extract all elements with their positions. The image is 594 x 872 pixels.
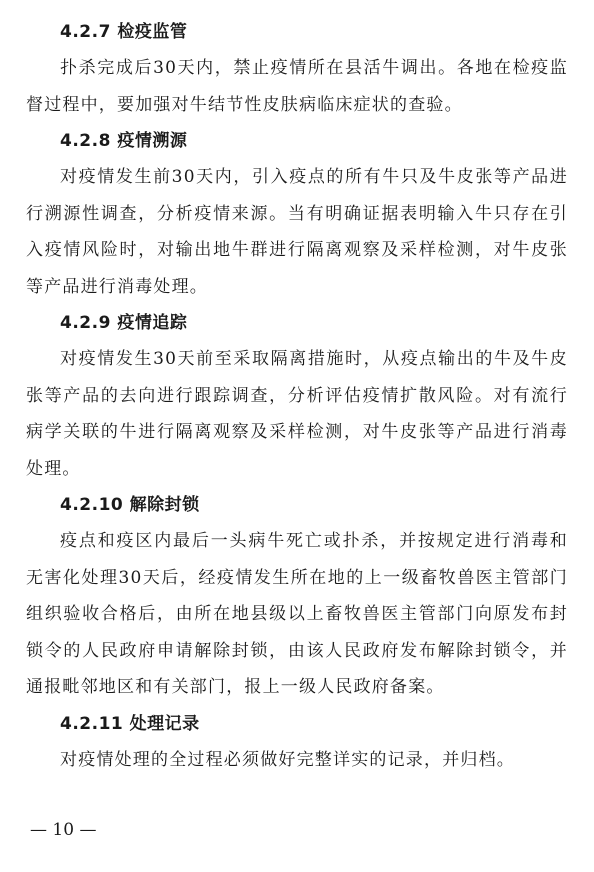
page-number: — 10 — (30, 820, 97, 840)
section-paragraph: 疫点和疫区内最后一头病牛死亡或扑杀，并按规定进行消毒和无害化处理30天后，经疫情发生所在地的上一级畜牧兽医主管部门组织验收合格后，由所在地县级以上畜牧兽医主管部门向原发布封锁令的人民政府申请解除封锁，由该人民政府发布解除封锁令，并通报毗邻地区和有关部门，报上一级人民政府备案。 (26, 531, 568, 697)
section-paragraph: 扑杀完成后30天内，禁止疫情所在县活牛调出。各地在检疫监督过程中，要加强对牛结节性皮肤病临床症状的查验。 (26, 58, 568, 115)
section-heading-4-2-7: 4.2.7 检疫监管 (60, 22, 188, 42)
section-heading-4-2-8: 4.2.8 疫情溯源 (60, 131, 188, 151)
section-paragraph: 对疫情发生前30天内，引入疫点的所有牛只及牛皮张等产品进行溯源性调查，分析疫情来源。当有明确证据表明输入牛只存在引入疫情风险时，对输出地牛群进行隔离观察及采样检测，对牛皮张等产品进行消毒处理。 (26, 167, 568, 297)
section-paragraph: 对疫情处理的全过程必须做好完整详实的记录，并归档。 (60, 749, 515, 770)
section-heading-4-2-11: 4.2.11 处理记录 (60, 713, 200, 734)
section-heading-4-2-9: 4.2.9 疫情追踪 (60, 313, 188, 333)
document-body (26, 14, 568, 778)
section-paragraph: 对疫情发生30天前至采取隔离措施时，从疫点输出的牛及牛皮张等产品的去向进行跟踪调查，分析评估疫情扩散风险。对有流行病学关联的牛进行隔离观察及采样检测，对牛皮张等产品进行消毒处理。 (26, 349, 568, 479)
section-heading-4-2-10: 4.2.10 解除封锁 (60, 495, 200, 515)
